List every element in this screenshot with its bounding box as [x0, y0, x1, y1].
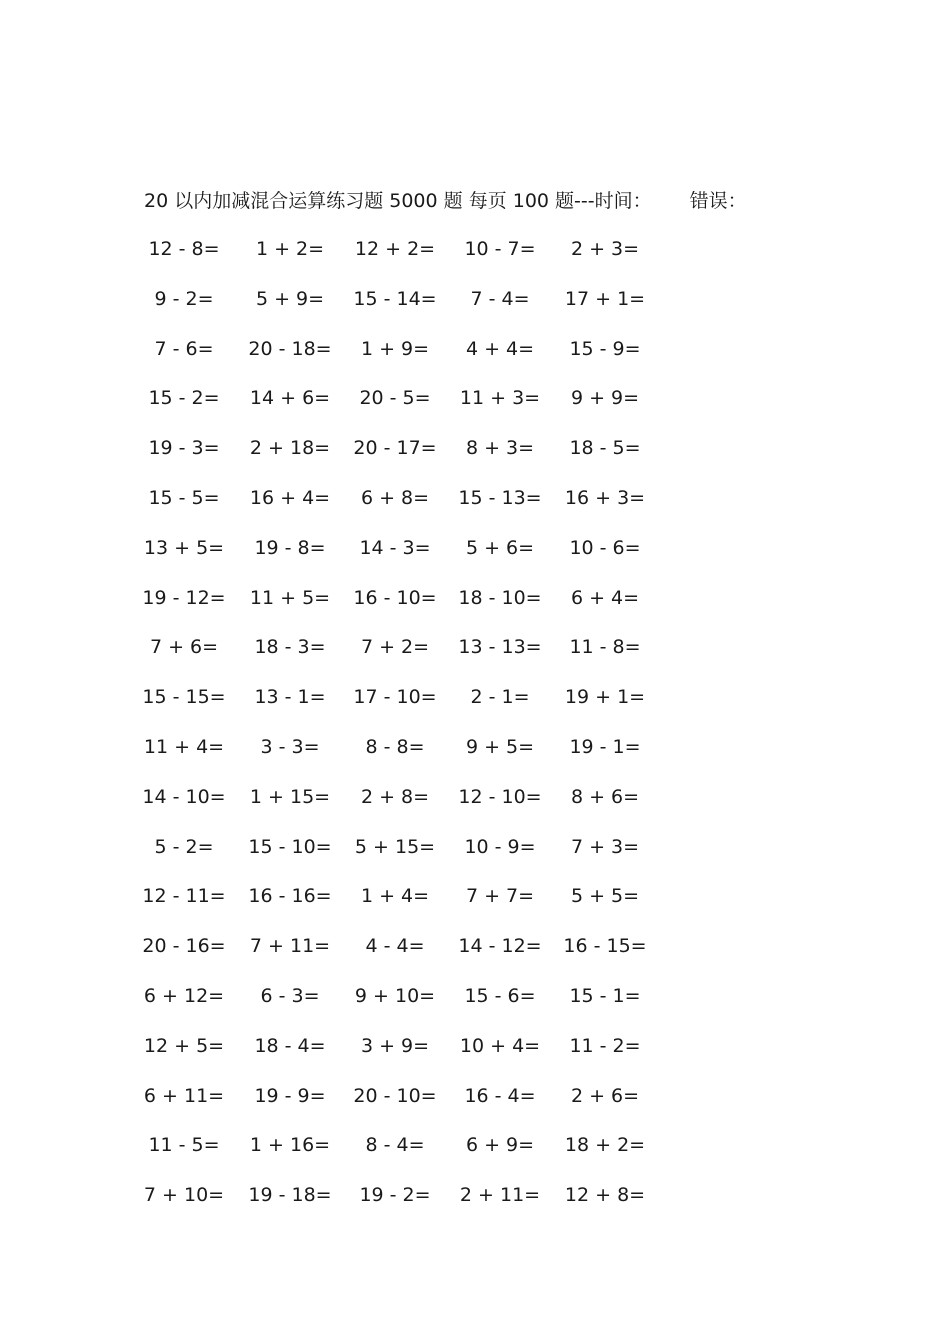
problem-item: 8 + 6=	[570, 785, 640, 808]
problem-item: 18 + 2=	[564, 1134, 646, 1157]
problem-item: 18 - 3=	[254, 636, 326, 659]
problem-item: 7 + 7=	[465, 885, 535, 908]
problem-item: 11 + 3=	[459, 387, 541, 410]
problem-item: 2 + 11=	[459, 1184, 541, 1207]
problem-item: 1 + 2=	[255, 238, 325, 260]
problem-item: 11 - 8=	[569, 636, 641, 659]
problem-item: 10 - 9=	[464, 835, 536, 858]
problem-item: 18 - 4=	[254, 1034, 326, 1057]
problem-item: 9 + 5=	[465, 735, 535, 758]
problem-item: 12 + 2=	[354, 238, 436, 260]
problem-item: 8 + 3=	[465, 437, 535, 460]
problem-item: 12 - 8=	[148, 238, 220, 260]
problem-item: 5 + 9=	[255, 287, 325, 310]
problem-item: 2 - 1=	[470, 686, 530, 709]
problem-row	[0, 1126, 950, 1176]
problem-item: 15 - 15=	[142, 686, 226, 709]
problem-item: 13 - 1=	[254, 686, 326, 709]
problem-item: 2 + 3=	[570, 238, 640, 260]
problem-row	[0, 828, 950, 878]
problem-item: 17 + 1=	[564, 287, 646, 310]
problem-item: 1 + 9=	[360, 337, 430, 360]
problem-grid	[0, 230, 950, 1226]
problem-item: 6 - 3=	[260, 984, 320, 1007]
problem-item: 6 + 12=	[143, 984, 225, 1007]
problem-item: 4 + 4=	[465, 337, 535, 360]
problem-item: 16 - 10=	[353, 586, 437, 609]
problem-item: 20 - 16=	[142, 935, 226, 958]
problem-item: 1 + 16=	[249, 1134, 331, 1157]
problem-item: 19 + 1=	[564, 686, 646, 709]
problem-item: 6 + 4=	[570, 586, 640, 609]
problem-item: 9 - 2=	[154, 287, 214, 310]
problem-item: 2 + 6=	[570, 1084, 640, 1107]
problem-item: 11 + 4=	[143, 735, 225, 758]
problem-row	[0, 479, 950, 529]
problem-item: 19 - 3=	[148, 437, 220, 460]
problem-item: 3 + 9=	[360, 1034, 430, 1057]
problem-item: 15 - 1=	[569, 984, 641, 1007]
problem-item: 4 - 4=	[365, 935, 425, 958]
problem-item: 7 + 11=	[249, 935, 331, 958]
problem-row	[0, 330, 950, 380]
problem-item: 16 - 15=	[563, 935, 647, 958]
problem-item: 7 - 4=	[470, 287, 530, 310]
worksheet-title: 20 以内加减混合运算练习题 5000 题 每页 100 题---时间：	[144, 190, 652, 212]
problem-item: 15 - 2=	[148, 387, 220, 410]
problem-item: 15 - 10=	[248, 835, 332, 858]
problem-item: 5 + 15=	[354, 835, 436, 858]
problem-item: 10 + 4=	[459, 1034, 541, 1057]
problem-item: 12 - 10=	[458, 785, 542, 808]
problem-item: 14 + 6=	[249, 387, 331, 410]
problem-item: 16 + 3=	[564, 486, 646, 509]
problem-item: 6 + 8=	[360, 486, 430, 509]
problem-item: 20 - 18=	[248, 337, 332, 360]
problem-item: 5 + 6=	[465, 536, 535, 559]
problem-row	[0, 1027, 950, 1077]
problem-item: 5 + 5=	[570, 885, 640, 908]
problem-item: 7 - 6=	[154, 337, 214, 360]
problem-item: 17 - 10=	[353, 686, 437, 709]
worksheet-header	[144, 186, 747, 213]
problem-item: 1 + 15=	[249, 785, 331, 808]
problem-item: 15 - 13=	[458, 486, 542, 509]
problem-item: 16 + 4=	[249, 486, 331, 509]
problem-item: 20 - 17=	[353, 437, 437, 460]
problem-row	[0, 778, 950, 828]
problem-item: 12 + 5=	[143, 1034, 225, 1057]
problem-item: 19 - 18=	[248, 1184, 332, 1207]
problem-item: 20 - 5=	[359, 387, 431, 410]
problem-row	[0, 579, 950, 629]
problem-item: 19 - 1=	[569, 735, 641, 758]
problem-item: 10 - 7=	[464, 238, 536, 260]
problem-item: 14 - 10=	[142, 785, 226, 808]
problem-item: 8 - 4=	[365, 1134, 425, 1157]
problem-item: 1 + 4=	[360, 885, 430, 908]
problem-row	[0, 1077, 950, 1127]
problem-item: 7 + 3=	[570, 835, 640, 858]
problem-item: 13 + 5=	[143, 536, 225, 559]
problem-item: 11 + 5=	[249, 586, 331, 609]
problem-item: 7 + 6=	[149, 636, 219, 659]
problem-row	[0, 280, 950, 330]
problem-item: 6 + 11=	[143, 1084, 225, 1107]
problem-item: 12 + 8=	[564, 1184, 646, 1207]
problem-item: 19 - 2=	[359, 1184, 431, 1207]
problem-row	[0, 529, 950, 579]
problem-item: 15 - 14=	[353, 287, 437, 310]
problem-row	[0, 1176, 950, 1226]
problem-item: 3 - 3=	[260, 735, 320, 758]
problem-item: 19 - 8=	[254, 536, 326, 559]
problem-item: 16 - 4=	[464, 1084, 536, 1107]
problem-item: 5 - 2=	[154, 835, 214, 858]
problem-row	[0, 678, 950, 728]
problem-item: 2 + 8=	[360, 785, 430, 808]
problem-item: 15 - 5=	[148, 486, 220, 509]
errors-label: 错误：	[689, 190, 747, 212]
problem-row	[0, 927, 950, 977]
problem-item: 2 + 18=	[249, 437, 331, 460]
problem-item: 7 + 2=	[360, 636, 430, 659]
problem-item: 15 - 6=	[464, 984, 536, 1007]
problem-row	[0, 977, 950, 1027]
problem-item: 9 + 10=	[354, 984, 436, 1007]
problem-row	[0, 877, 950, 927]
problem-item: 19 - 9=	[254, 1084, 326, 1107]
problem-item: 10 - 6=	[569, 536, 641, 559]
problem-item: 18 - 10=	[458, 586, 542, 609]
problem-item: 8 - 8=	[365, 735, 425, 758]
problem-row	[0, 728, 950, 778]
problem-item: 13 - 13=	[458, 636, 542, 659]
problem-row	[0, 628, 950, 678]
problem-item: 19 - 12=	[142, 586, 226, 609]
problem-row	[0, 379, 950, 429]
problem-item: 14 - 12=	[458, 935, 542, 958]
problem-item: 15 - 9=	[569, 337, 641, 360]
problem-item: 20 - 10=	[353, 1084, 437, 1107]
problem-item: 14 - 3=	[359, 536, 431, 559]
problem-item: 16 - 16=	[248, 885, 332, 908]
problem-item: 11 - 5=	[148, 1134, 220, 1157]
problem-item: 7 + 10=	[143, 1184, 225, 1207]
problem-row	[0, 230, 950, 280]
problem-item: 11 - 2=	[569, 1034, 641, 1057]
problem-item: 9 + 9=	[570, 387, 640, 410]
problem-item: 18 - 5=	[569, 437, 641, 460]
problem-item: 12 - 11=	[142, 885, 226, 908]
problem-item: 6 + 9=	[465, 1134, 535, 1157]
problem-row	[0, 429, 950, 479]
